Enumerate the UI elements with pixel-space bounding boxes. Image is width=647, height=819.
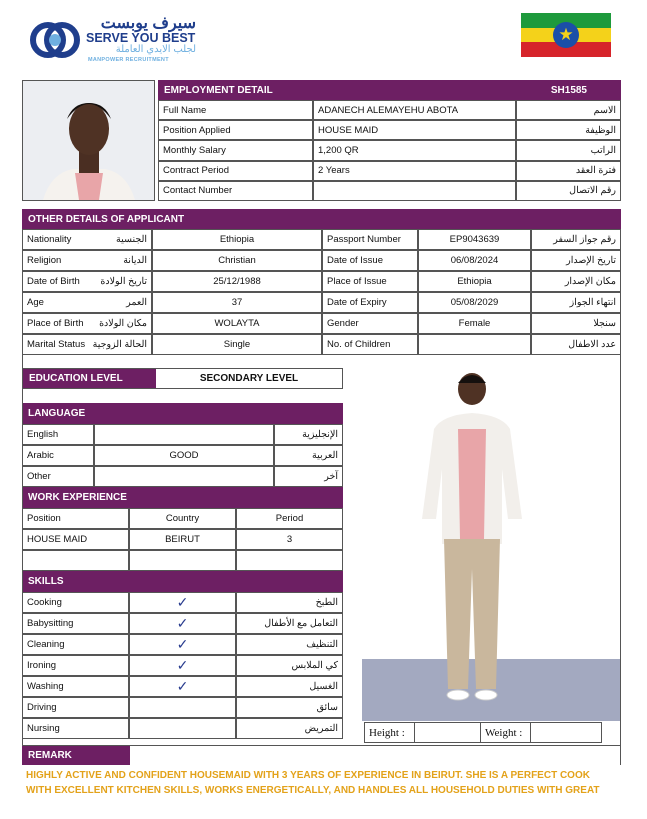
- other-right-label-arabic: تاريخ الإصدار: [531, 250, 621, 271]
- weight-label: Weight :: [481, 723, 531, 742]
- work-col-period: Period: [236, 508, 343, 529]
- other-left-value: WOLAYTA: [152, 313, 322, 334]
- other-left-value: 25/12/1988: [152, 271, 322, 292]
- skill-row: [22, 718, 343, 739]
- employment-label-arabic: رقم الاتصال: [516, 181, 621, 201]
- language-row: [22, 445, 343, 466]
- other-left-label-arabic: العمر: [126, 297, 147, 308]
- logo-emblem-icon: [26, 17, 84, 63]
- work-header-row: [22, 508, 343, 529]
- language-row: [22, 424, 343, 445]
- other-details-row: [22, 313, 621, 334]
- logo: [26, 13, 196, 65]
- work-country: BEIRUT: [129, 529, 236, 550]
- other-right-label: Gender: [322, 313, 418, 334]
- other-left-label: Religion: [27, 255, 62, 266]
- other-right-label: Date of Expiry: [322, 292, 418, 313]
- skill-label-arabic: كي الملابس: [236, 655, 343, 676]
- employment-value: 1,200 QR: [313, 140, 516, 160]
- other-left-label-cell: [22, 250, 152, 271]
- other-right-label-arabic: سنجلا: [531, 313, 621, 334]
- employment-detail-table: [158, 100, 621, 201]
- other-right-value: [418, 334, 531, 355]
- skill-label-arabic: التمريض: [236, 718, 343, 739]
- other-left-label-cell: [22, 292, 152, 313]
- skill-label-arabic: سائق: [236, 697, 343, 718]
- work-col-position: Position: [22, 508, 129, 529]
- other-left-label: Marital Status: [27, 339, 86, 350]
- skill-label-arabic: الطبخ: [236, 592, 343, 613]
- skill-row: [22, 592, 343, 613]
- language-value: GOOD: [94, 445, 274, 466]
- other-right-label-arabic: مكان الإصدار: [531, 271, 621, 292]
- height-weight-row: [364, 722, 602, 743]
- employment-row: [158, 120, 621, 140]
- skill-row: [22, 697, 343, 718]
- other-right-value: Ethiopia: [418, 271, 531, 292]
- work-country: [129, 550, 236, 571]
- skill-row: [22, 676, 343, 697]
- language-label: English: [22, 424, 94, 445]
- skill-check-icon: ✓: [129, 676, 236, 697]
- employment-label-arabic: الاسم: [516, 100, 621, 120]
- language-label: Other: [22, 466, 94, 487]
- language-row: [22, 466, 343, 487]
- other-details-row: [22, 334, 621, 355]
- employment-value: ADANECH ALEMAYEHU ABOTA: [313, 100, 516, 120]
- skill-check-icon: ✓: [129, 655, 236, 676]
- education-label: EDUCATION LEVEL: [23, 369, 156, 388]
- language-label-arabic: العربية: [274, 445, 343, 466]
- employment-label: Monthly Salary: [158, 140, 313, 160]
- work-period: [236, 550, 343, 571]
- ethiopia-flag-icon: ★: [521, 13, 611, 57]
- employment-label: Contact Number: [158, 181, 313, 201]
- employment-row: [158, 100, 621, 120]
- other-left-label: Nationality: [27, 234, 72, 245]
- other-left-value: Single: [152, 334, 322, 355]
- education-row: [22, 368, 343, 389]
- other-right-label: No. of Children: [322, 334, 418, 355]
- other-left-label: Date of Birth: [27, 276, 80, 287]
- work-row: [22, 550, 343, 571]
- height-value: [415, 723, 481, 742]
- other-left-label-cell: [22, 271, 152, 292]
- work-experience-header: WORK EXPERIENCE: [22, 487, 343, 508]
- employment-value: 2 Years: [313, 161, 516, 181]
- applicant-full-body-photo: [362, 369, 620, 721]
- skill-label: Washing: [22, 676, 129, 697]
- frame-right-line: [620, 355, 621, 745]
- other-left-label-arabic: تاريخ الولادة: [100, 276, 147, 287]
- skill-label: Ironing: [22, 655, 129, 676]
- skill-check-icon: [129, 718, 236, 739]
- other-details-row: [22, 292, 621, 313]
- work-position: [22, 550, 129, 571]
- other-right-label: Passport Number: [322, 229, 418, 250]
- logo-arabic-sub: لجلب الايدي العاملة: [115, 44, 196, 55]
- remark-text: [26, 768, 620, 798]
- other-left-label-cell: [22, 229, 152, 250]
- logo-arabic-name: سيرف يوبست: [100, 15, 196, 32]
- skill-row: [22, 634, 343, 655]
- other-details-row: [22, 250, 621, 271]
- other-left-value: Christian: [152, 250, 322, 271]
- employment-value: HOUSE MAID: [313, 120, 516, 140]
- skill-label: Babysitting: [22, 613, 129, 634]
- skill-check-icon: ✓: [129, 613, 236, 634]
- other-details-header: [22, 209, 621, 229]
- skill-check-icon: [129, 697, 236, 718]
- other-left-value: Ethiopia: [152, 229, 322, 250]
- other-left-label-arabic: الحالة الزوجية: [92, 339, 147, 350]
- employment-value: [313, 181, 516, 201]
- employment-label-arabic: فترة العقد: [516, 161, 621, 181]
- remark-box: [22, 745, 621, 765]
- other-right-value: 06/08/2024: [418, 250, 531, 271]
- employment-row: [158, 181, 621, 201]
- work-period: 3: [236, 529, 343, 550]
- other-details-row: [22, 271, 621, 292]
- other-right-label: Place of Issue: [322, 271, 418, 292]
- remark-line-1: HIGHLY ACTIVE AND CONFIDENT HOUSEMAID WITH 3 YEARS OF EXPERIENCE IN BEIRUT. SHE IS A PERFECT COOK: [26, 770, 590, 781]
- other-left-value: 37: [152, 292, 322, 313]
- work-position: HOUSE MAID: [22, 529, 129, 550]
- skill-label-arabic: التعامل مع الأطفال: [236, 613, 343, 634]
- applicant-portrait: [22, 80, 155, 201]
- language-label-arabic: آخر: [274, 466, 343, 487]
- frame-left-line: [22, 355, 23, 745]
- skill-row: [22, 613, 343, 634]
- height-label: Height :: [365, 723, 415, 742]
- language-value: [94, 424, 274, 445]
- skill-label-arabic: التنظيف: [236, 634, 343, 655]
- logo-name: SERVE YOU BEST: [86, 31, 196, 45]
- other-left-label-arabic: الديانة: [123, 255, 147, 266]
- education-value: SECONDARY LEVEL: [199, 373, 299, 384]
- logo-sub: MANPOWER RECRUITMENT: [88, 57, 169, 63]
- weight-value: [531, 723, 601, 742]
- employment-label-arabic: الوظيفة: [516, 120, 621, 140]
- skill-check-icon: ✓: [129, 592, 236, 613]
- other-details-title: OTHER DETAILS OF APPLICANT: [28, 213, 185, 225]
- work-row: [22, 529, 343, 550]
- skill-row: [22, 655, 343, 676]
- skill-label: Cleaning: [22, 634, 129, 655]
- other-left-label-cell: [22, 334, 152, 355]
- employment-row: [158, 140, 621, 160]
- remark-title: REMARK: [28, 749, 72, 761]
- other-right-label: Date of Issue: [322, 250, 418, 271]
- employment-label: Full Name: [158, 100, 313, 120]
- language-label-arabic: الإنجليزية: [274, 424, 343, 445]
- other-right-label-arabic: انتهاء الجواز: [531, 292, 621, 313]
- skill-check-icon: ✓: [129, 634, 236, 655]
- skill-label: Driving: [22, 697, 129, 718]
- language-header: LANGUAGE: [22, 403, 343, 424]
- skill-label: Nursing: [22, 718, 129, 739]
- applicant-code: SH1585: [550, 84, 587, 96]
- other-right-label-arabic: رقم جواز السفر: [531, 229, 621, 250]
- remark-line-2: WITH EXCELLENT KITCHEN SKILLS, WORKS ENERGETICALLY, AND HANDLES ALL HOUSEHOLD DUTIES WITH GREAT: [26, 785, 600, 796]
- employment-detail-header: [158, 80, 621, 100]
- language-value: [94, 466, 274, 487]
- other-left-label: Place of Birth: [27, 318, 84, 329]
- other-right-value: 05/08/2029: [418, 292, 531, 313]
- employment-detail-title: EMPLOYMENT DETAIL: [164, 84, 273, 96]
- other-right-value: EP9043639: [418, 229, 531, 250]
- left-column: [22, 403, 343, 739]
- other-left-label-arabic: مكان الولادة: [99, 318, 147, 329]
- skills-header: SKILLS: [22, 571, 343, 592]
- other-left-label-cell: [22, 313, 152, 334]
- employment-label: Position Applied: [158, 120, 313, 140]
- other-left-label: Age: [27, 297, 44, 308]
- other-right-label-arabic: عدد الاطفال: [531, 334, 621, 355]
- language-label: Arabic: [22, 445, 94, 466]
- skill-label-arabic: الغسيل: [236, 676, 343, 697]
- employment-row: [158, 161, 621, 181]
- other-left-label-arabic: الجنسية: [116, 234, 147, 245]
- work-col-country: Country: [129, 508, 236, 529]
- other-details-row: [22, 229, 621, 250]
- other-details-table: [22, 229, 621, 355]
- other-right-value: Female: [418, 313, 531, 334]
- skill-label: Cooking: [22, 592, 129, 613]
- employment-label-arabic: الراتب: [516, 140, 621, 160]
- employment-label: Contract Period: [158, 161, 313, 181]
